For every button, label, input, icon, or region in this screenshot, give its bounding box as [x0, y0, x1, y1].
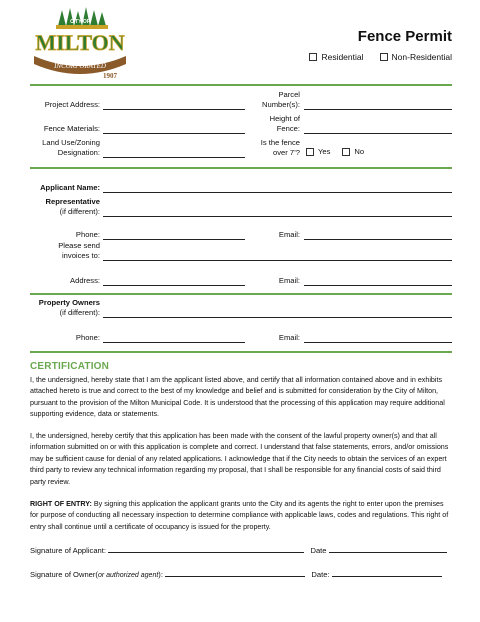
invoice-email-field[interactable]: [304, 285, 452, 286]
residential-checkbox[interactable]: [309, 52, 363, 62]
applicant-address-field[interactable]: [103, 285, 245, 286]
applicant-email-field[interactable]: [304, 239, 452, 240]
fence-height-field[interactable]: [304, 133, 452, 134]
no-label: No: [354, 147, 365, 156]
applicant-address-label: Address:: [70, 276, 100, 285]
applicant-name-label: Applicant Name:: [40, 183, 100, 192]
fence-over-7-label: Is the fence over 7’?: [260, 138, 300, 157]
applicant-date-field[interactable]: [329, 545, 447, 553]
invoice-recipient-field[interactable]: [103, 260, 452, 261]
applicant-email-label: Email:: [278, 230, 300, 239]
residential-label: Residential: [321, 52, 364, 62]
non-residential-checkbox[interactable]: [380, 52, 452, 62]
svg-text:MILTON: MILTON: [35, 30, 125, 55]
fence-height-label: Height of Fence:: [269, 114, 300, 133]
checkbox-icon: [309, 53, 317, 61]
representative-label: Representative (if different):: [45, 197, 100, 216]
fence-materials-label: Fence Materials:: [43, 124, 100, 133]
section-divider: [30, 351, 452, 353]
checkbox-icon: [380, 53, 388, 61]
owner-phone-field[interactable]: [103, 342, 245, 343]
applicant-phone-label: Phone:: [75, 230, 100, 239]
owner-signature-label: Signature of Owner(or authorized agent):: [30, 570, 163, 579]
section-divider: [30, 167, 452, 169]
svg-text:INCORPORATED: INCORPORATED: [54, 62, 106, 70]
svg-text:CITY OF: CITY OF: [70, 19, 90, 25]
owner-date-field[interactable]: [332, 569, 442, 577]
owner-signature-field[interactable]: [165, 569, 305, 577]
certification-paragraph-2: I, the undersigned, hereby certify that this application has been made with the consent of the lawful property owner(s) and that all information submitted on or with this application is complete and correct. I understand that false statements, errors, and/or omissions may be sufficient cause for denial of any related applications. I acknowledge that if the City needs to obtain the services of an expert third party to review any technical information regarding my proposal, that I shall be responsible for any financial costs of said third party review.: [30, 432, 449, 486]
milton-logo-emblem: [26, 6, 134, 80]
page-title: Fence Permit: [357, 28, 452, 45]
certification-heading: CERTIFICATION: [30, 361, 110, 372]
applicant-signature-label: Signature of Applicant:: [30, 546, 106, 555]
yes-checkbox[interactable]: [306, 147, 330, 156]
applicant-signature-row: [30, 545, 447, 555]
right-of-entry-paragraph: RIGHT OF ENTRY: By signing this application the applicant grants unto the City and its agents the right to enter upon the premises for purpose of conducting all necessary inspection to determine compliance with applicable laws, codes and regulations. This right of entry shall continue until a certificate of occupancy is issued for the property.: [30, 500, 449, 531]
invoice-recipient-label: Please send invoices to:: [58, 241, 100, 260]
parcel-number-label: Parcel Number(s):: [262, 90, 300, 109]
land-use-field[interactable]: [103, 157, 245, 158]
parcel-number-field[interactable]: [304, 109, 452, 110]
owner-date-label: Date:: [311, 570, 330, 579]
representative-field[interactable]: [103, 216, 452, 217]
section-divider: [30, 293, 452, 295]
checkbox-icon: [342, 148, 350, 156]
owner-email-field[interactable]: [304, 342, 452, 343]
applicant-signature-field[interactable]: [108, 545, 304, 553]
owner-email-label: Email:: [278, 333, 300, 342]
land-use-label: Land Use/Zoning Designation:: [42, 138, 100, 157]
certification-paragraph-1: I, the undersigned, hereby state that I am the applicant listed above, and certify that all information contained above and in exhibits attached hereto is true and correct to the best of my knowledge and belief and is submitted for consideration by the City of Milton, pursuant to the provision of the Milton Municipal Code. It is understood that the processing of this application may require additional supporting evidence, data or statements.: [30, 376, 445, 419]
project-address-field[interactable]: [103, 109, 245, 110]
svg-text:1907: 1907: [103, 72, 117, 80]
project-address-label: Project Address:: [44, 100, 100, 109]
invoice-email-label: Email:: [278, 276, 300, 285]
fence-materials-field[interactable]: [103, 133, 245, 134]
property-owners-label: Property Owners (if different):: [38, 298, 100, 317]
property-owners-field[interactable]: [103, 317, 452, 318]
yes-label: Yes: [318, 147, 331, 156]
fence-over-7-options: [306, 147, 364, 156]
applicant-phone-field[interactable]: [103, 239, 245, 240]
section-divider: [30, 84, 452, 86]
applicant-name-field[interactable]: [103, 192, 452, 193]
checkbox-icon: [306, 148, 314, 156]
permit-type-options: [309, 52, 452, 62]
applicant-date-label: Date: [310, 546, 327, 555]
owner-phone-label: Phone:: [75, 333, 100, 342]
no-checkbox[interactable]: [342, 147, 364, 156]
owner-signature-row: [30, 569, 442, 579]
city-of-milton-logo: [26, 6, 134, 80]
non-residential-label: Non-Residential: [391, 52, 452, 62]
